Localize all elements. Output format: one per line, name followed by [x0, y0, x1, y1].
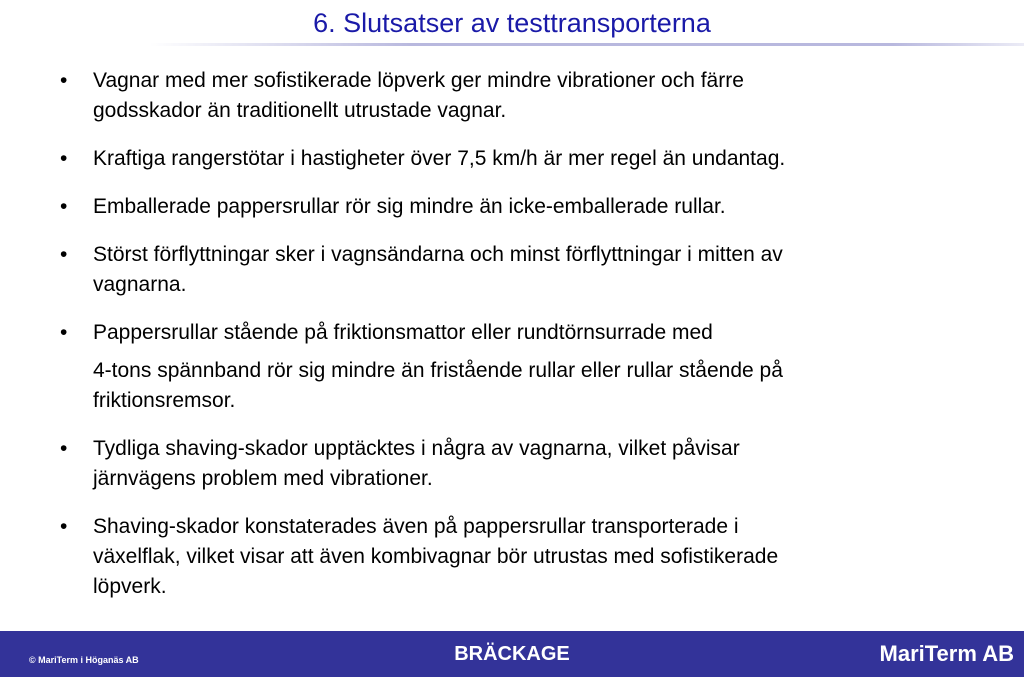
bullet-dot-icon: • — [60, 69, 68, 92]
bullet-dot-icon: • — [60, 195, 68, 218]
footer-bar — [0, 631, 1024, 677]
bullet-item — [0, 318, 1024, 416]
bullet-list — [0, 66, 1024, 620]
bullet-line: järnvägens problem med vibrationer. — [93, 467, 433, 490]
bullet-item — [0, 66, 1024, 126]
bullet-line: godsskador än traditionellt utrustade vagnar. — [93, 99, 507, 122]
bullet-line: Kraftiga rangerstötar i hastigheter över 7,5 km/h är mer regel än undantag. — [93, 147, 786, 170]
bullet-line: Tydliga shaving-skador upptäcktes i några av vagnarna, vilket påvisar — [93, 437, 740, 460]
bullet-line: löpverk. — [93, 575, 167, 598]
footer-section-title: BRÄCKAGE — [454, 643, 570, 665]
title-divider — [150, 43, 1024, 46]
bullet-item — [0, 434, 1024, 494]
bullet-line: Shaving-skador konstaterades även på pappersrullar transporterade i — [93, 515, 739, 538]
bullet-line: vagnarna. — [93, 273, 187, 296]
bullet-item — [0, 144, 1024, 174]
bullet-dot-icon: • — [60, 321, 68, 344]
bullet-dot-icon: • — [60, 437, 68, 460]
bullet-dot-icon: • — [60, 243, 68, 266]
bullet-item — [0, 240, 1024, 300]
bullet-dot-icon: • — [60, 147, 68, 170]
bullet-line: Emballerade pappersrullar rör sig mindre än icke-emballerade rullar. — [93, 195, 726, 218]
bullet-line: Pappersrullar stående på friktionsmattor eller rundtörnsurrade med — [93, 321, 713, 344]
footer-brand-logo: MariTerm AB — [879, 641, 1014, 666]
bullet-line: friktionsremsor. — [93, 389, 236, 412]
bullet-line: 4-tons spännband rör sig mindre än fristående rullar eller rullar stående på — [93, 359, 783, 382]
bullet-line: Vagnar med mer sofistikerade löpverk ger mindre vibrationer och färre — [93, 69, 744, 92]
bullet-item — [0, 512, 1024, 602]
footer-copyright: © MariTerm i Höganäs AB — [29, 655, 139, 665]
bullet-line: växelflak, vilket visar att även kombivagnar bör utrustas med sofistikerade — [93, 545, 779, 568]
bullet-dot-icon: • — [60, 515, 68, 538]
slide-title: 6. Slutsatser av testtransporterna — [313, 8, 711, 38]
bullet-line: Störst förflyttningar sker i vagnsändarna och minst förflyttningar i mitten av — [93, 243, 783, 266]
bullet-item — [0, 192, 1024, 222]
